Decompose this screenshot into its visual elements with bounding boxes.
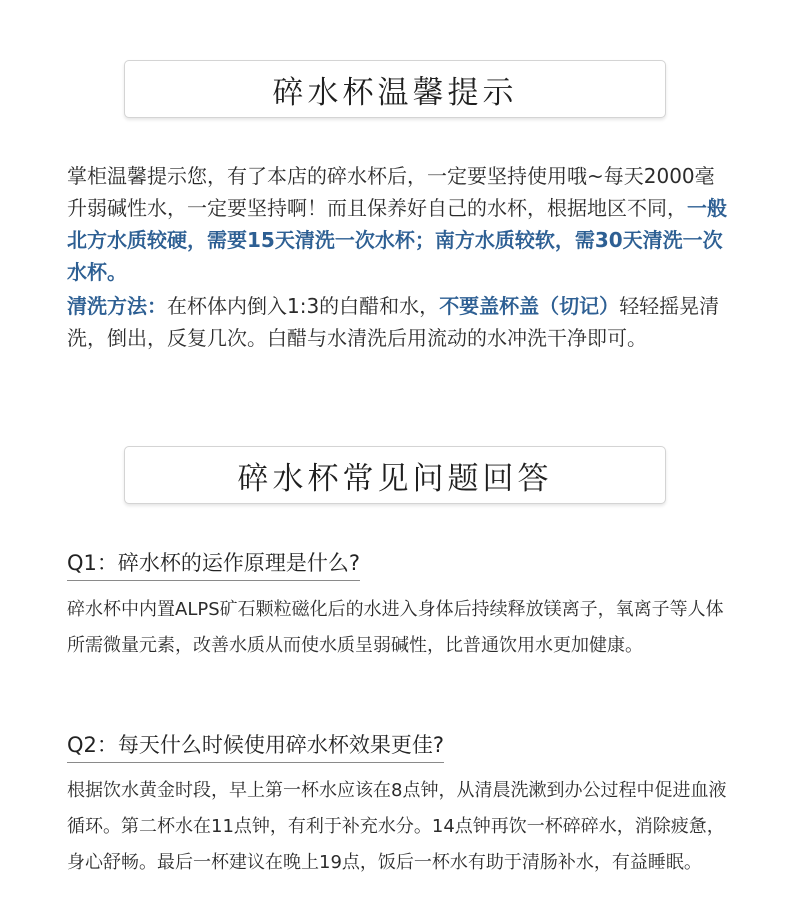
tips-paragraph [67, 160, 732, 288]
faq-question-2: Q2：每天什么时候使用碎水杯效果更佳? [67, 730, 444, 763]
faq-title: 碎水杯常见问题回答 [124, 446, 666, 504]
cleaning-warning: 不要盖杯盖（切记） [439, 294, 620, 318]
tips-title: 碎水杯温馨提示 [124, 60, 666, 118]
cleaning-paragraph [67, 290, 732, 354]
tips-highlight: 一般北方水质较硬，需要15天清洗一次水杯；南方水质较软，需30天清洗一次水杯。 [67, 196, 727, 284]
faq-question-1: Q1：碎水杯的运作原理是什么? [67, 548, 360, 581]
cleaning-text-rest: 轻轻摇晃清洗，倒出，反复几次。白醋与水清洗后用流动的水冲洗干净即可。 [67, 294, 720, 350]
cleaning-text: 在杯体内倒入1:3的白醋和水， [167, 294, 440, 318]
faq-answer-2: 根据饮水黄金时段，早上第一杯水应该在8点钟，从清晨洗漱到办公过程中促进血液循环。第二杯水在11点钟，有利于补充水分。14点钟再饮一杯碎碎水，消除疲惫，身心舒畅。最后一杯建议在晚上19点，饭后一杯水有助于清肠补水，有益睡眠。 [67, 780, 727, 873]
cleaning-label: 清洗方法： [67, 294, 167, 318]
faq-answer-1: 碎水杯中内置ALPS矿石颗粒磁化后的水进入身体后持续释放镁离子，氧离子等人体所需微量元素，改善水质从而使水质呈弱碱性，比普通饮用水更加健康。 [67, 599, 724, 656]
tips-text: 掌柜温馨提示您，有了本店的碎水杯后，一定要坚持使用哦~每天2000毫升弱碱性水，一定要坚持啊！而且保养好自己的水杯，根据地区不同， [67, 164, 715, 220]
